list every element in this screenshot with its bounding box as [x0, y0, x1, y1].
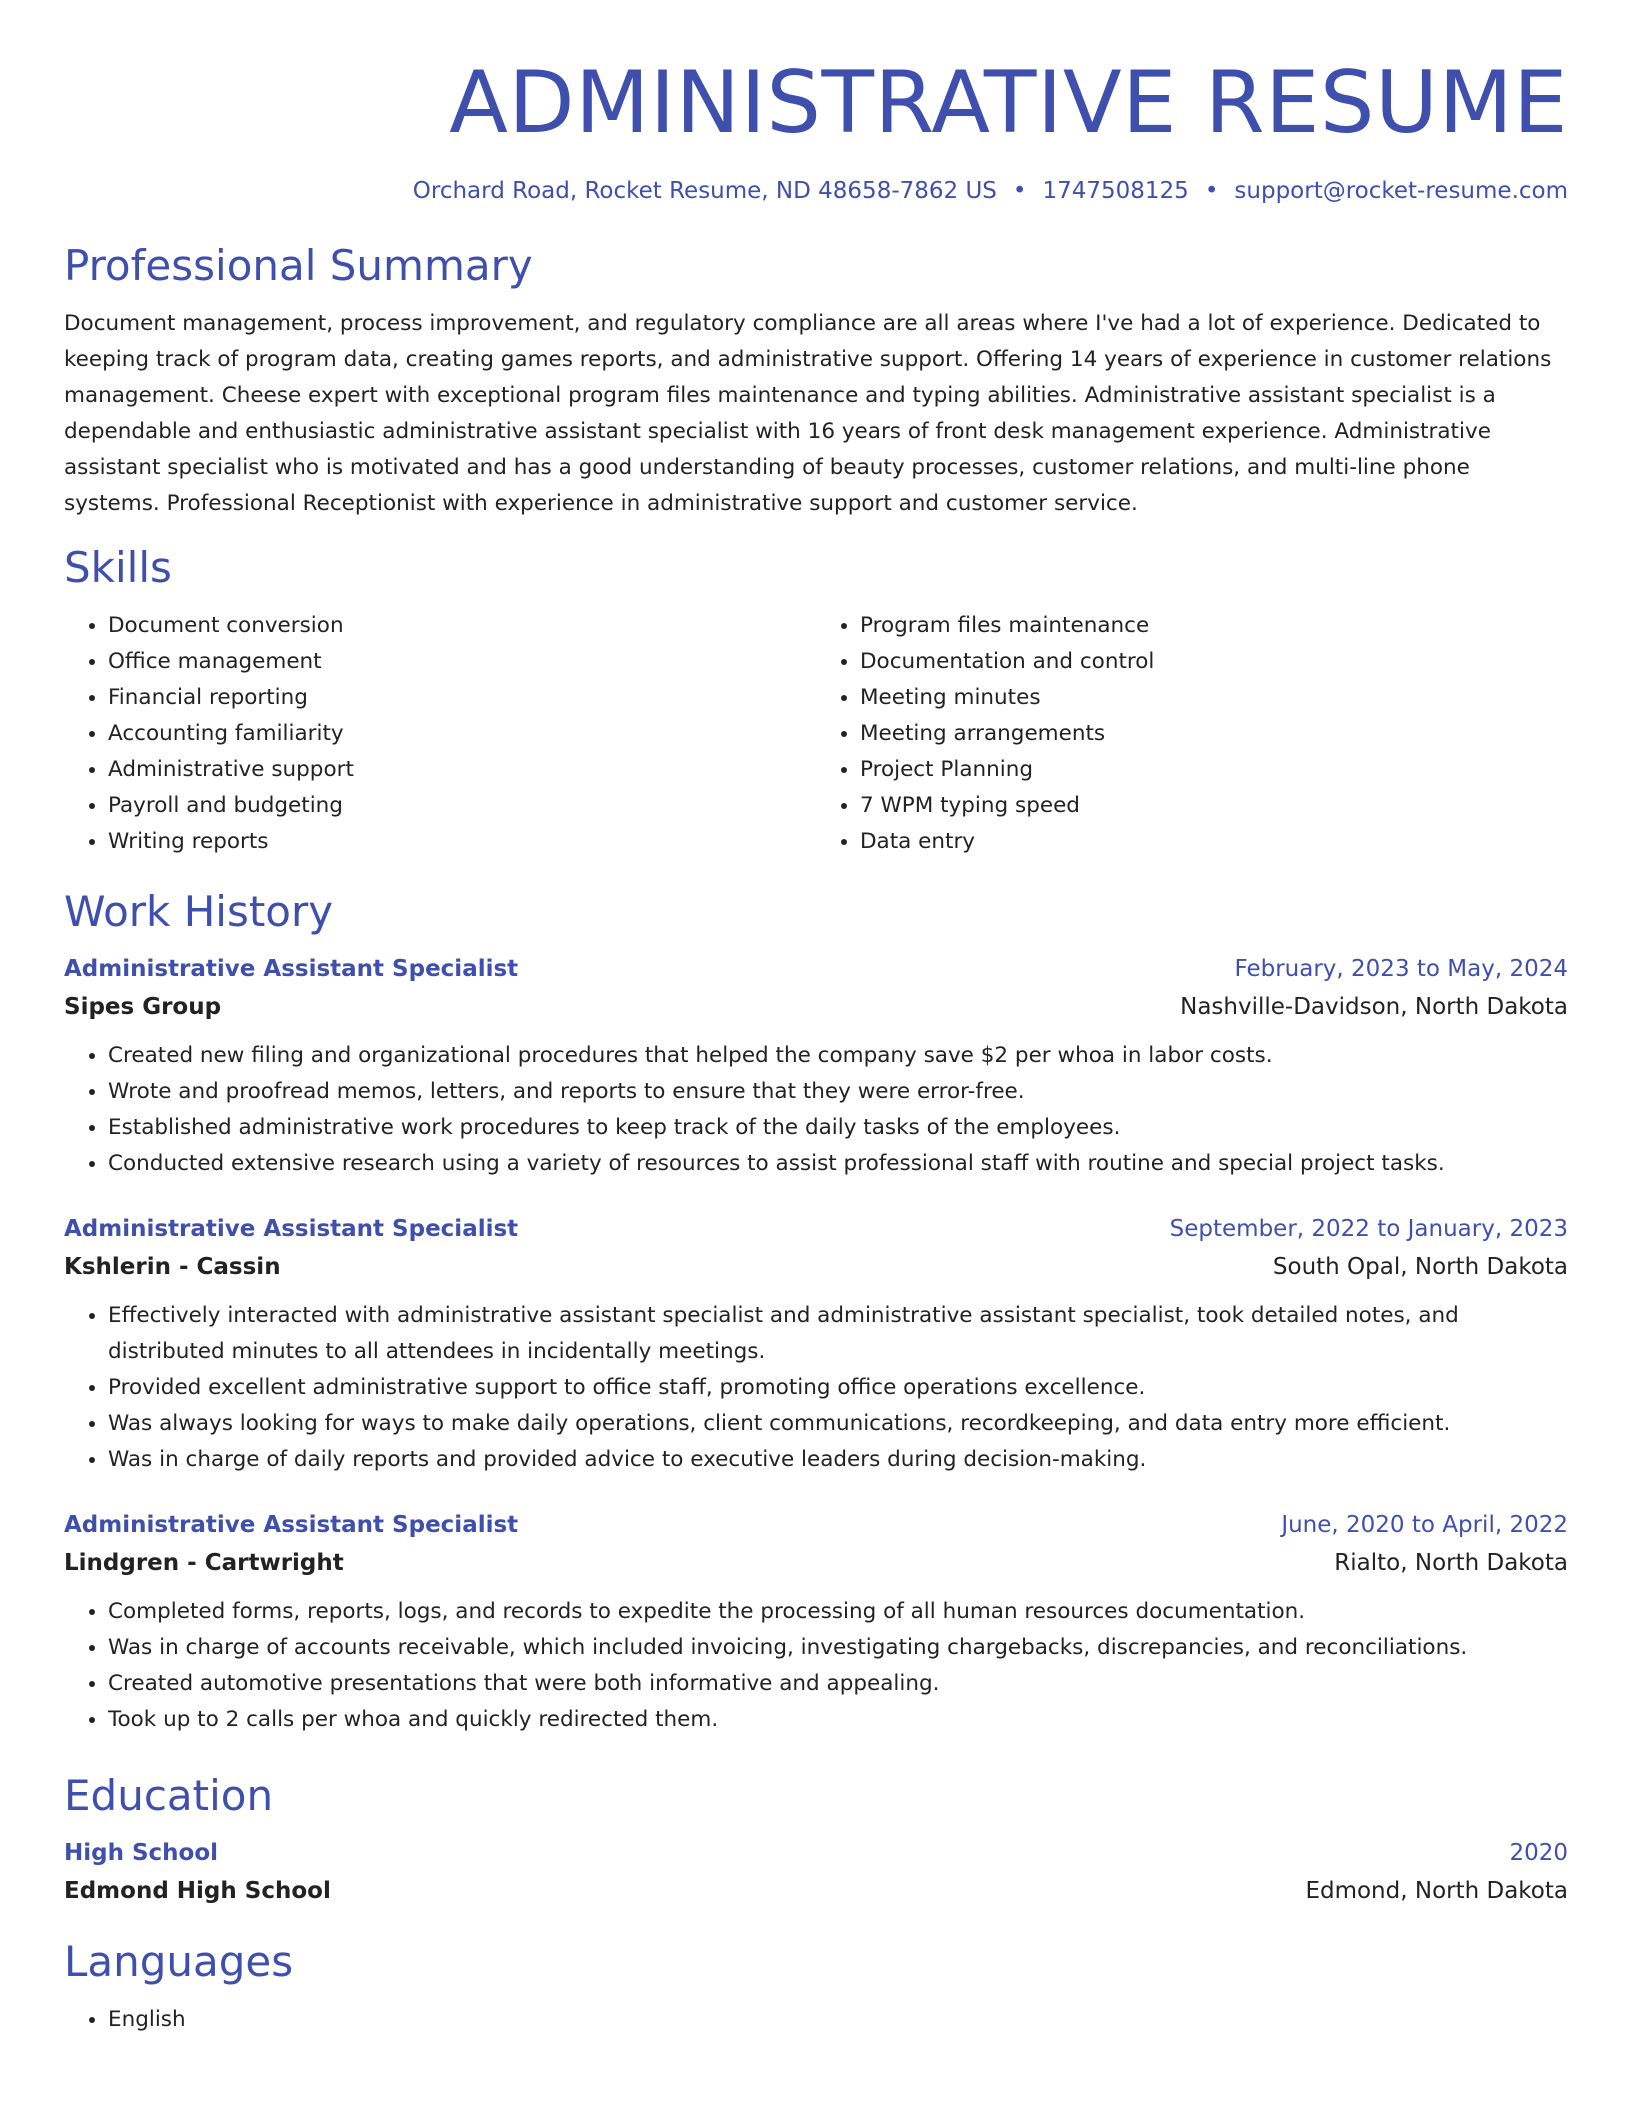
job-entry: [64, 1506, 1568, 1738]
work-heading: Work History: [64, 887, 334, 936]
summary-heading: Professional Summary: [64, 241, 533, 290]
job-bullet: • Took up to 2 calls per whoa and quickly redirected them.: [108, 1702, 1568, 1738]
skill-item: • Meeting minutes: [860, 680, 1568, 716]
skill-item: • Writing reports: [108, 824, 816, 860]
skills-list: [64, 608, 1568, 860]
education-degree: High School: [64, 1840, 219, 1866]
contact-phone: 1747508125: [1042, 178, 1189, 204]
job-bullet: • Effectively interacted with administrative assistant specialist and administrative assistant specialist, took detailed notes, and distributed minutes to all attendees in incidentally meetings.: [108, 1298, 1568, 1370]
job-company: Sipes Group: [64, 994, 222, 1020]
job-location: South Opal, North Dakota: [1272, 1254, 1568, 1280]
contact-email[interactable]: support@rocket-resume.com: [1234, 178, 1568, 204]
job-bullet: • Provided excellent administrative support to office staff, promoting office operations excellence.: [108, 1370, 1568, 1406]
skill-item: • Documentation and control: [860, 644, 1568, 680]
language-item: • English: [108, 2002, 1568, 2038]
job-bullet: • Completed forms, reports, logs, and records to expedite the processing of all human resources documentation.: [108, 1594, 1568, 1630]
job-bullet: • Was in charge of accounts receivable, which included invoicing, investigating chargebacks, discrepancies, and reconciliations.: [108, 1630, 1568, 1666]
job-title: Administrative Assistant Specialist: [64, 1216, 519, 1242]
education-heading: Education: [64, 1771, 274, 1820]
skill-item: • Accounting familiarity: [108, 716, 816, 752]
contact-address: Orchard Road, Rocket Resume, ND 48658-7862 US: [412, 178, 997, 204]
skill-item: • Administrative support: [108, 752, 816, 788]
languages-heading: Languages: [64, 1937, 294, 1986]
skill-item: • Office management: [108, 644, 816, 680]
skill-item: • Program files maintenance: [860, 608, 1568, 644]
job-company: Lindgren - Cartwright: [64, 1550, 344, 1576]
job-bullet: • Conducted extensive research using a variety of resources to assist professional staff with routine and special project tasks.: [108, 1146, 1568, 1182]
job-location: Rialto, North Dakota: [1334, 1550, 1568, 1576]
resume-title: ADMINISTRATIVE RESUME: [449, 53, 1568, 153]
job-title: Administrative Assistant Specialist: [64, 1512, 519, 1538]
skill-item: • Financial reporting: [108, 680, 816, 716]
job-company: Kshlerin - Cassin: [64, 1254, 281, 1280]
skill-item: • 7 WPM typing speed: [860, 788, 1568, 824]
skill-item: • Meeting arrangements: [860, 716, 1568, 752]
job-bullet: • Created new filing and organizational procedures that helped the company save $2 per whoa in labor costs.: [108, 1038, 1568, 1074]
skills-column-left: [64, 608, 816, 860]
contact-separator: •: [1204, 178, 1219, 204]
job-bullet: • Was always looking for ways to make daily operations, client communications, recordkeeping, and data entry more efficient.: [108, 1406, 1568, 1442]
job-bullet: • Established administrative work procedures to keep track of the daily tasks of the employees.: [108, 1110, 1568, 1146]
education-entry: [64, 1834, 1568, 1910]
job-entry: [64, 1210, 1568, 1478]
job-dates: June, 2020 to April, 2022: [1281, 1512, 1568, 1538]
contact-separator: •: [1012, 178, 1027, 204]
job-title: Administrative Assistant Specialist: [64, 956, 519, 982]
contact-line: [64, 174, 1568, 208]
job-entry: [64, 950, 1568, 1182]
job-bullet: • Wrote and proofread memos, letters, and reports to ensure that they were error-free.: [108, 1074, 1568, 1110]
job-location: Nashville-Davidson, North Dakota: [1180, 994, 1568, 1020]
education-location: Edmond, North Dakota: [1305, 1878, 1568, 1904]
skill-item: • Payroll and budgeting: [108, 788, 816, 824]
job-bullets: [64, 1038, 1568, 1182]
languages-list: [64, 2002, 1568, 2038]
job-bullets: [64, 1594, 1568, 1738]
skill-item: • Data entry: [860, 824, 1568, 860]
job-bullet: • Was in charge of daily reports and provided advice to executive leaders during decision-making.: [108, 1442, 1568, 1478]
summary-text: Document management, process improvement, and regulatory compliance are all areas where I've had a lot of experience. Dedicated to keeping track of program data, creating games reports, and administrative support. Offering 14 years of experience in customer relations management. Cheese expert with exceptional program files maintenance and typing abilities. Administrative assistant specialist is a dependable and enthusiastic administrative assistant specialist with 16 years of front desk management experience. Administrative assistant specialist who is motivated and has a good understanding of beauty processes, customer relations, and multi-line phone systems. Professional Receptionist with experience in administrative support and customer service.: [64, 311, 1552, 516]
skill-item: • Document conversion: [108, 608, 816, 644]
skills-column-right: [816, 608, 1568, 860]
job-bullet: • Created automotive presentations that were both informative and appealing.: [108, 1666, 1568, 1702]
job-dates: September, 2022 to January, 2023: [1169, 1216, 1568, 1242]
education-year: 2020: [1509, 1840, 1568, 1866]
education-school: Edmond High School: [64, 1878, 331, 1904]
job-bullets: [64, 1298, 1568, 1478]
job-dates: February, 2023 to May, 2024: [1234, 956, 1568, 982]
skills-heading: Skills: [64, 543, 172, 592]
skill-item: • Project Planning: [860, 752, 1568, 788]
